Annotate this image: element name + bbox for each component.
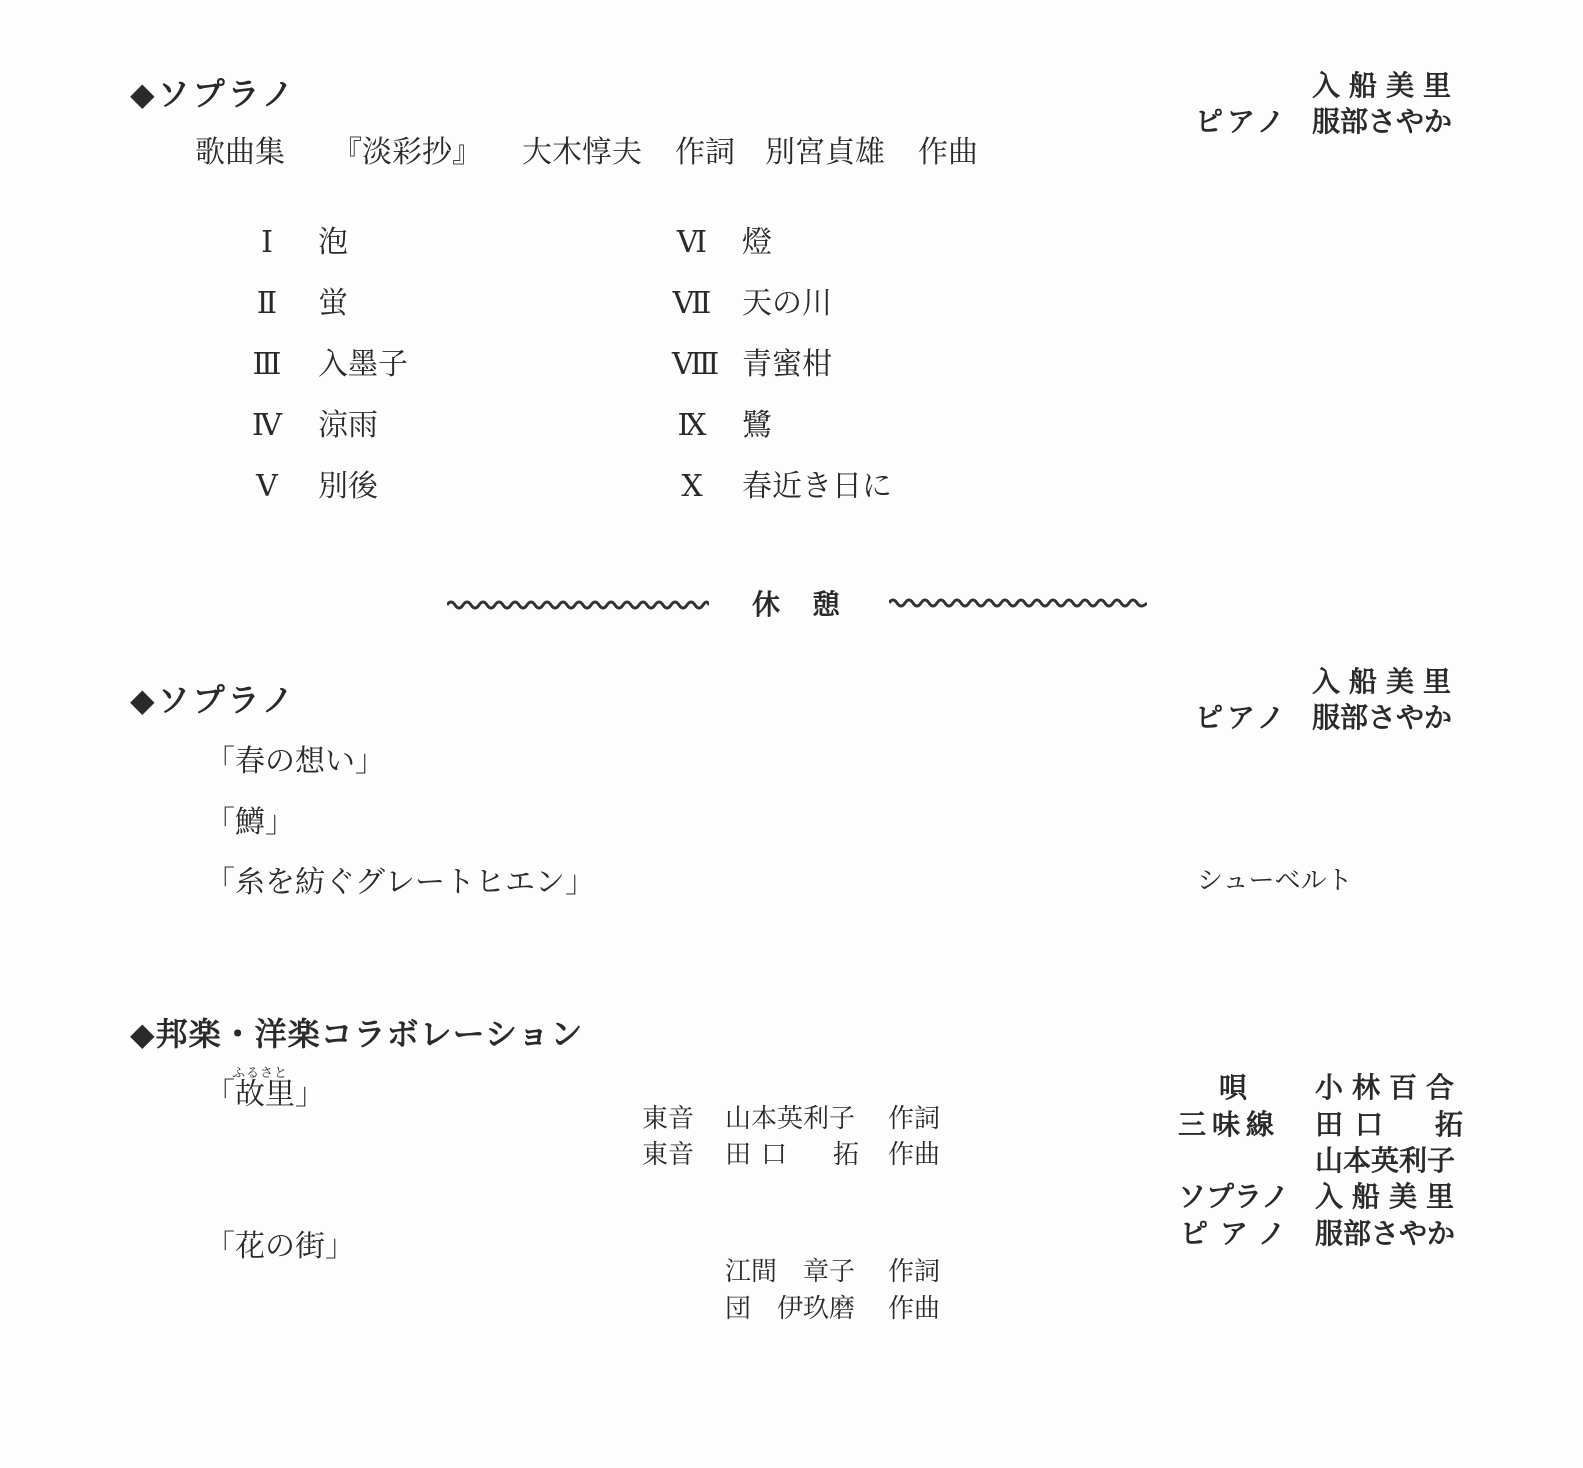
performer-name: 山本英利子 — [1315, 1144, 1456, 1177]
composer-name: シューベルト — [1197, 866, 1353, 896]
performer-name: 服部さやか — [1315, 1217, 1456, 1250]
song-title: 「春の想い」 — [205, 744, 385, 779]
performer-name: 田口 拓 — [1315, 1108, 1476, 1141]
lyricist-name: 大木惇夫 — [522, 135, 642, 170]
lyricist-name: 江間 章子 — [725, 1257, 856, 1287]
performer-name: 入船美里 — [1315, 1180, 1464, 1213]
performer-role: 三味線 — [1178, 1108, 1281, 1141]
section2-singer: 入船美里 — [1312, 665, 1461, 698]
composer-role: 作曲 — [918, 135, 978, 170]
song-title: 天の川 — [742, 286, 832, 321]
song-title: 泡 — [318, 225, 348, 260]
lyricist-role: 作詞 — [888, 1104, 941, 1134]
song-title: 蛍 — [318, 286, 348, 321]
song-number: Ⅳ — [252, 408, 282, 443]
section2-pianist: 服部さやか — [1312, 701, 1453, 734]
credit-prefix: 東音 — [642, 1104, 695, 1134]
collection-label: 歌曲集 — [195, 135, 285, 170]
song-title: 入墨子 — [318, 347, 408, 382]
song-number: Ⅶ — [672, 286, 712, 321]
song-number: Ⅲ — [252, 347, 282, 382]
section3-heading: ◆邦楽・洋楽コラボレーション — [130, 1015, 584, 1053]
song-number: Ⅴ — [256, 469, 278, 504]
performer-role: ソプラノ — [1178, 1180, 1290, 1213]
song-number: Ⅱ — [256, 286, 278, 321]
section2-heading: ◆ソプラノ — [130, 681, 297, 719]
song-title: 春近き日に — [742, 469, 892, 504]
song-title: 涼雨 — [318, 408, 378, 443]
lyricist-role: 作詞 — [675, 135, 735, 170]
composer-name: 団 伊玖磨 — [725, 1294, 856, 1324]
song-title: 燈 — [742, 225, 772, 260]
collection-title: 『淡彩抄』 — [332, 135, 482, 170]
composer-name: 田口 拓 — [725, 1140, 870, 1170]
song-number: Ⅵ — [676, 225, 708, 260]
song-title: 別後 — [318, 469, 378, 504]
performer-role: ピアノ — [1180, 1217, 1298, 1250]
performer-name: 小林百合 — [1315, 1071, 1464, 1104]
song-title: 「故里」 — [205, 1077, 325, 1112]
song-title: 鷺 — [742, 408, 772, 443]
song-title: 「糸を紡ぐグレートヒエン」 — [205, 865, 595, 900]
composer-role: 作曲 — [888, 1294, 941, 1324]
section1-heading: ◆ソプラノ — [130, 75, 297, 113]
song-title: 青蜜柑 — [742, 347, 832, 382]
lyricist-name: 山本英利子 — [725, 1104, 856, 1134]
song-number: Ⅰ — [261, 225, 273, 260]
lyricist-role: 作詞 — [888, 1257, 941, 1287]
composer-role: 作曲 — [888, 1140, 941, 1170]
credit-prefix: 東音 — [642, 1140, 695, 1170]
song-number: Ⅷ — [672, 347, 720, 382]
song-number: Ⅹ — [681, 469, 703, 504]
song-title: 「鱒」 — [205, 805, 295, 840]
song-number: Ⅸ — [677, 408, 707, 443]
intermission-label: 休 憩 — [752, 588, 843, 621]
title-ruby: ふるさと — [232, 1066, 289, 1081]
song-title: 「花の街」 — [205, 1229, 355, 1264]
right-wave-divider — [889, 596, 1147, 610]
section1-singer: 入船美里 — [1312, 69, 1461, 102]
section1-pianist: 服部さやか — [1312, 105, 1453, 138]
composer-name: 別宮貞雄 — [765, 135, 885, 170]
performer-role: 唄 — [1218, 1071, 1247, 1104]
section2-piano-role: ピアノ — [1195, 701, 1289, 734]
section1-piano-role: ピアノ — [1195, 105, 1289, 138]
left-wave-divider — [447, 598, 709, 612]
